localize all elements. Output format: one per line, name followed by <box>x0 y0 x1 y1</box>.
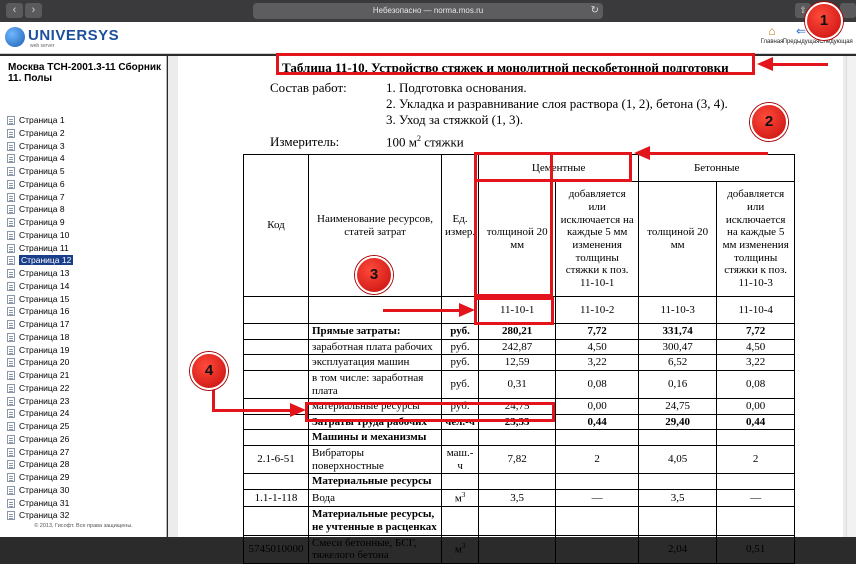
sidebar-item-label: Страница 28 <box>19 459 70 470</box>
annotation-arrow-line <box>212 388 215 411</box>
row-value: 6,52 <box>639 355 717 371</box>
document-icon <box>7 409 15 418</box>
row-value: 0,00 <box>717 399 795 415</box>
chevron-left-icon[interactable]: ‹ <box>6 3 23 18</box>
annotation-arrow-line <box>383 309 459 312</box>
sidebar-item-page-23[interactable] <box>6 395 161 408</box>
sidebar-item-page-24[interactable] <box>6 407 161 420</box>
work-item: 2. Укладка и разравнивание слоя раствора (1, 2), бетона (3, 4). <box>386 96 728 111</box>
sidebar-item-label: Страница 17 <box>19 319 70 329</box>
sidebar-item-page-17[interactable] <box>6 318 161 331</box>
document-icon <box>7 473 15 482</box>
annotation-arrow-line <box>212 409 292 412</box>
table-row <box>244 339 795 355</box>
sidebar-item-label: Страница 19 <box>19 344 70 355</box>
row-value: 0,44 <box>556 414 639 430</box>
sidebar-item-label: Страница 1 <box>19 115 65 125</box>
document-icon <box>7 371 15 380</box>
document-icon <box>7 116 15 125</box>
document-icon <box>7 142 15 151</box>
row-unit: чел.-ч <box>442 414 479 430</box>
document-icon <box>7 320 15 329</box>
sidebar-item-page-3[interactable] <box>6 140 161 153</box>
sidebar-item-page-2[interactable] <box>6 127 161 140</box>
annotation-badge: 2 <box>750 103 788 141</box>
sidebar-item-label: Страница 30 <box>19 484 70 495</box>
sidebar-item-page-20[interactable] <box>6 356 161 369</box>
sidebar-item-page-22[interactable] <box>6 382 161 395</box>
sidebar-item-label: Страница 25 <box>19 421 70 431</box>
sidebar-item-page-25[interactable] <box>6 420 161 433</box>
sidebar-item-label: Страница 26 <box>19 433 70 444</box>
table-title: Таблица 11-10. Устройство стяжек и монолитной пескобетонной подготовки <box>282 60 729 75</box>
table-row <box>244 474 795 490</box>
header-concrete: Бетонные <box>639 155 795 182</box>
document-icon <box>7 346 15 355</box>
row-name: Вибраторы поверхностные <box>309 446 442 474</box>
row-value <box>479 535 556 563</box>
sidebar-item-page-8[interactable] <box>6 203 161 216</box>
logo: UNIVERSYS <box>28 27 120 44</box>
row-value: 3,5 <box>479 490 556 507</box>
header-thickness: толщиной 20 мм <box>639 182 717 297</box>
row-value: 2 <box>556 446 639 474</box>
row-name: заработная плата рабочих <box>309 339 442 355</box>
annotation-badge: 4 <box>190 352 228 390</box>
row-name: Смеси бетонные, БСГ, тяжелого бетона <box>309 535 442 563</box>
table-row <box>244 414 795 430</box>
work-item: 3. Уход за стяжкой (1, 3). <box>386 112 524 127</box>
logo-globe-icon <box>5 27 25 47</box>
header-add: добавляется или исключается на каждые 5 мм изменения толщины стяжки к поз. 11-10-1 <box>556 182 639 297</box>
resources-table <box>243 154 795 564</box>
sidebar-item-label: Страница 5 <box>19 166 65 176</box>
row-unit: $м^3$ <box>442 535 479 563</box>
sidebar-item-label: Страница 6 <box>19 178 65 189</box>
document-icon <box>7 397 15 406</box>
row-code: 1.1-1-118 <box>244 490 309 507</box>
sidebar-item-label: Страница 14 <box>19 280 70 291</box>
document-icon <box>7 129 15 138</box>
document-icon <box>7 231 15 240</box>
document-icon <box>7 193 15 202</box>
row-name: в том числе: заработная плата <box>309 370 442 398</box>
sidebar-item-page-4[interactable] <box>6 152 161 165</box>
row-code <box>244 370 309 398</box>
sidebar-item-label: Страница 3 <box>19 140 65 151</box>
document-icon <box>7 244 15 253</box>
chevron-right-icon[interactable]: › <box>25 3 42 18</box>
row-value: 0,16 <box>639 370 717 398</box>
sidebar-item-page-26[interactable] <box>6 433 161 446</box>
row-value: 0,44 <box>717 414 795 430</box>
row-value: 3,22 <box>556 355 639 371</box>
document-page <box>178 56 843 562</box>
sidebar-item-label: Страница 12 <box>21 255 72 266</box>
work-label: Состав работ: <box>270 80 347 95</box>
row-name: Прямые затраты: <box>309 324 442 340</box>
row-unit: руб. <box>442 355 479 371</box>
table-row <box>244 507 795 535</box>
table-row <box>244 535 795 563</box>
sidebar-item-page-31[interactable] <box>6 497 161 510</box>
row-value: 280,21 <box>479 324 556 340</box>
annotation-arrowhead <box>459 303 475 317</box>
sidebar-item-label: Страница 29 <box>19 472 70 482</box>
row-value: — <box>556 490 639 507</box>
sidebar-item-page-28[interactable] <box>6 458 161 471</box>
home-icon: ⌂ <box>768 24 776 38</box>
document-icon <box>7 256 15 265</box>
sidebar-item-label: Страница 31 <box>19 497 70 508</box>
row-code: 2.1-6-51 <box>244 446 309 474</box>
row-value: 2,04 <box>639 535 717 563</box>
row-value: 0,08 <box>556 370 639 398</box>
row-value: 4,50 <box>556 339 639 355</box>
annotation-arrowhead <box>634 146 650 160</box>
app-header <box>0 22 856 54</box>
row-value: 300,47 <box>639 339 717 355</box>
row-unit: руб. <box>442 324 479 340</box>
sidebar-item-label: Страница 11 <box>19 242 69 253</box>
sidebar-item-label: Страница 9 <box>19 217 65 227</box>
header-unit: Ед. измер. <box>442 155 479 297</box>
row-value: 0,31 <box>479 370 556 398</box>
document-icon <box>7 384 15 393</box>
sidebar-item-page-11[interactable] <box>6 242 161 255</box>
row-value: 23,33 <box>479 414 556 430</box>
collection-title: Москва ТСН-2001.3-11 Сборник 11. Полы <box>8 62 162 84</box>
row-value: 7,72 <box>556 324 639 340</box>
browser-toolbar <box>0 0 856 22</box>
annotation-arrow-line <box>648 152 768 155</box>
meter-value: 100 $м^2$ стяжки <box>386 134 464 150</box>
section-header: Машины и механизмы <box>309 430 442 446</box>
row-value: 0,00 <box>556 399 639 415</box>
sidebar-item-page-15[interactable] <box>6 293 161 306</box>
document-icon <box>7 307 15 316</box>
document-icon <box>7 460 15 469</box>
document-icon <box>7 422 15 431</box>
sidebar-item-label: Страница 10 <box>19 229 70 240</box>
table-row <box>244 355 795 371</box>
page-list <box>6 114 161 522</box>
row-code <box>244 324 309 340</box>
sidebar-item-label: Страница 21 <box>19 370 70 380</box>
row-name: Вода <box>309 490 442 507</box>
row-name: эксплуатация машин <box>309 355 442 371</box>
document-icon <box>7 333 15 342</box>
copyright: © 2013, Гисофт. Все права защищены. <box>34 523 133 529</box>
annotation-arrowhead <box>757 57 773 71</box>
row-code: 5745010000 <box>244 535 309 563</box>
row-unit: руб. <box>442 339 479 355</box>
table-row <box>244 490 795 507</box>
document-icon <box>7 358 15 367</box>
row-value: 0,08 <box>717 370 795 398</box>
document-icon <box>7 435 15 444</box>
annotation-arrowhead <box>290 403 306 417</box>
sidebar-item-page-9[interactable] <box>6 216 161 229</box>
arrow-left-icon: ⇐ <box>795 24 807 38</box>
row-name: Затраты труда рабочих <box>309 414 442 430</box>
row-unit: руб. <box>442 370 479 398</box>
annotation-badge: 1 <box>805 2 843 40</box>
row-code <box>244 355 309 371</box>
row-unit: $м^3$ <box>442 490 479 507</box>
document-icon <box>7 448 15 457</box>
header-thickness: толщиной 20 мм <box>479 182 556 297</box>
sidebar-item-page-13[interactable] <box>6 267 161 280</box>
document-icon <box>7 295 15 304</box>
row-value: — <box>717 490 795 507</box>
document-icon <box>7 282 15 291</box>
row-value: 3,5 <box>639 490 717 507</box>
header-name: Наименование ресурсов, статей затрат <box>309 155 442 297</box>
document-icon <box>7 499 15 508</box>
sidebar-item-page-19[interactable] <box>6 344 161 357</box>
document-icon <box>7 167 15 176</box>
document-icon <box>7 154 15 163</box>
row-value: 29,40 <box>639 414 717 430</box>
table-row <box>244 446 795 474</box>
header-add: добавляется или исключается на каждые 5 мм изменения толщины стяжки к поз. 11-10-3 <box>717 182 795 297</box>
row-value: 0,51 <box>717 535 795 563</box>
sidebar-item-label: Страница 15 <box>19 293 70 304</box>
row-value: 2 <box>717 446 795 474</box>
annotation-badge: 3 <box>355 256 393 294</box>
section-header: Материальные ресурсы <box>309 474 442 490</box>
sidebar-item-page-5[interactable] <box>6 165 161 178</box>
row-name: материальные ресурсы <box>309 399 442 415</box>
document-icon <box>7 180 15 189</box>
col-code: 11-10-2 <box>556 297 639 324</box>
row-unit: маш.-ч <box>442 446 479 474</box>
row-value: 12,59 <box>479 355 556 371</box>
meter-label: Измеритель: <box>270 134 340 149</box>
col-code: 11-10-1 <box>479 297 556 324</box>
row-value: 242,87 <box>479 339 556 355</box>
sidebar-item-page-21[interactable] <box>6 369 161 382</box>
row-value: 7,82 <box>479 446 556 474</box>
share-icon[interactable]: ⇧ <box>795 3 811 18</box>
sidebar-item-label: Страница 32 <box>19 510 70 521</box>
row-value: 7,72 <box>717 324 795 340</box>
header-cement: Цементные <box>479 155 639 182</box>
work-item: 1. Подготовка основания. <box>386 80 527 95</box>
row-value: 24,75 <box>639 399 717 415</box>
header-code: Код <box>244 155 309 297</box>
sidebar-item-page-10[interactable] <box>6 229 161 242</box>
table-row <box>244 399 795 415</box>
row-value: 3,22 <box>717 355 795 371</box>
logo-subtitle: web server <box>30 43 55 49</box>
document-icon <box>7 205 15 214</box>
sidebar-item-label: Страница 4 <box>19 153 65 164</box>
sidebar-item-page-1[interactable] <box>6 114 161 127</box>
table-row <box>244 370 795 398</box>
vertical-scrollbar[interactable] <box>846 56 856 537</box>
sidebar-item-label: Страница 2 <box>19 127 65 138</box>
sidebar-item-page-32[interactable] <box>6 509 161 522</box>
sidebar-item-label: Страница 13 <box>19 268 70 278</box>
row-code <box>244 339 309 355</box>
table-row <box>244 324 795 340</box>
sidebar-item-label: Страница 18 <box>19 331 70 342</box>
sidebar <box>0 56 167 537</box>
row-unit: руб. <box>442 399 479 415</box>
row-value: 4,05 <box>639 446 717 474</box>
table-row <box>244 430 795 446</box>
address-text: Небезопасно — norma.mos.ru <box>372 6 484 15</box>
document-icon <box>7 269 15 278</box>
next-label: Следующая <box>819 39 853 45</box>
row-value: 4,50 <box>717 339 795 355</box>
row-value: 24,75 <box>479 399 556 415</box>
reload-icon[interactable]: ↻ <box>590 5 599 16</box>
sidebar-item-page-16[interactable] <box>6 305 161 318</box>
sidebar-item-page-7[interactable] <box>6 191 161 204</box>
sidebar-item-page-18[interactable] <box>6 331 161 344</box>
section-header: Материальные ресурсы, не учтенные в расценках <box>309 507 442 535</box>
document-icon <box>7 486 15 495</box>
sidebar-item-page-27[interactable] <box>6 446 161 459</box>
annotation-arrow-line <box>772 63 828 66</box>
row-value: 331,74 <box>639 324 717 340</box>
sidebar-item-label: Страница 20 <box>19 357 70 368</box>
sidebar-item-label: Страница 24 <box>19 408 70 419</box>
prev-label: Предыдущая <box>782 39 820 45</box>
sidebar-item-label: Страница 22 <box>19 382 70 393</box>
sidebar-item-page-12[interactable] <box>6 254 161 267</box>
address-bar[interactable] <box>253 3 603 19</box>
row-value <box>556 535 639 563</box>
document-icon <box>7 218 15 227</box>
sidebar-item-label: Страница 16 <box>19 306 70 317</box>
sidebar-item-label: Страница 27 <box>19 446 70 457</box>
sidebar-item-page-6[interactable] <box>6 178 161 191</box>
home-label: Главная <box>760 39 784 45</box>
sidebar-item-label: Страница 7 <box>19 191 65 202</box>
sidebar-item-page-29[interactable] <box>6 471 161 484</box>
col-code: 11-10-3 <box>639 297 717 324</box>
col-code: 11-10-4 <box>717 297 795 324</box>
sidebar-item-label: Страница 8 <box>19 204 65 215</box>
sidebar-item-page-30[interactable] <box>6 484 161 497</box>
sidebar-item-label: Страница 23 <box>19 395 70 406</box>
document-icon <box>7 511 15 520</box>
sidebar-item-page-14[interactable] <box>6 280 161 293</box>
